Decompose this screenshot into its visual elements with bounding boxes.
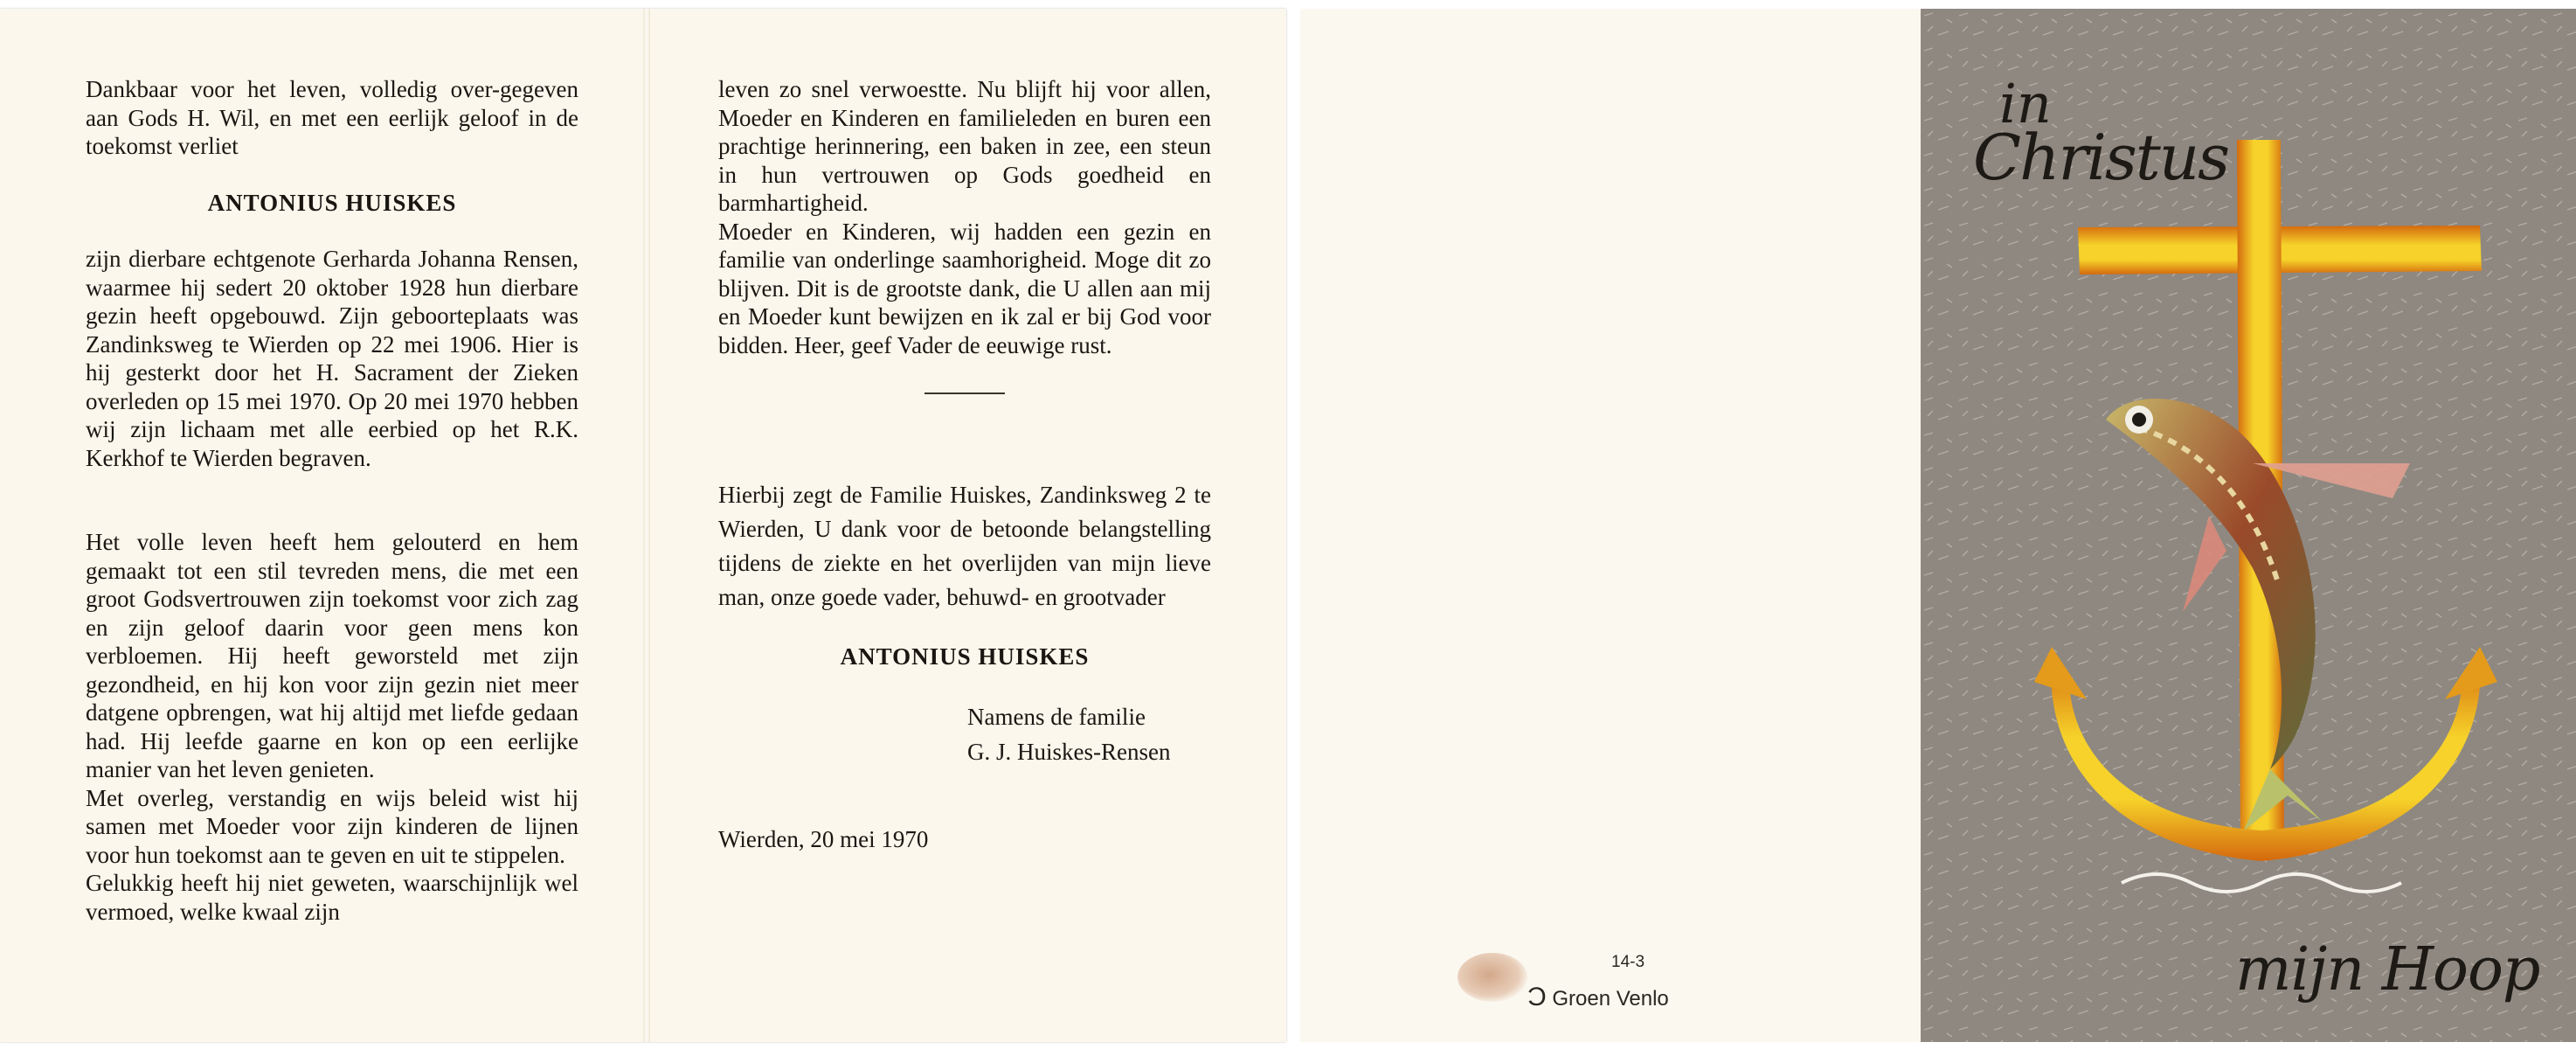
intro-paragraph: Dankbaar voor het leven, volledig over-gegeven aan Gods H. Wil, en met een eerlijk geloof in de toekomst verliet (86, 76, 578, 159)
continuation-paragraph: leven zo snel verwoestte. Nu blijft hij voor allen, Moeder en Kinderen en familieleden en buren een prachtige herinnering, een baken in zee, een steun in hun vertrouwen op Gods goedheid en barmhartigheid. (718, 76, 1211, 216)
memorial-card-outer (1300, 9, 2576, 1042)
print-code: 14-3 (1611, 953, 1645, 971)
life-paragraph: Het volle leven heeft hem gelouterd en hem gemaakt tot een stil tevreden mens, die met een groot Godsvertrouwen zijn toekomst voor zich zag en zijn geloof daarin voor geen mens kon verbloemen. Hij heeft geworsteld met zijn gezondheid, en hij kon voor zijn gezin niet meer datgene opbrengen, wat hij altijd met liefde gedaan had. Hij leefde gaarne en kon op een eerlijke manier van het leven genieten. (86, 529, 578, 782)
back-panel (1300, 9, 1921, 1042)
front-panel (1921, 9, 2576, 1042)
illness-paragraph: Gelukkig heeft hij niet geweten, waarschijnlijk wel vermoed, welke kwaal zijn (86, 870, 578, 925)
title-mijn-hoop: mijn Hoop (2235, 935, 2540, 1004)
card-fold (643, 9, 650, 1042)
title-in: in (1999, 72, 2052, 135)
right-column (718, 75, 1211, 853)
publisher-mark (1527, 983, 1669, 1012)
family-name-text: G. J. Huiskes-Rensen (967, 738, 1171, 765)
biography-paragraph: zijn dierbare echtgenote Gerharda Johanna Rensen, waarmee hij sedert 20 oktober 1928 hun dierbare gezin heeft opgebouwd. Zijn geboorteplaats was Zandinksweg te Wierden op 22 mei 1906. Hier is hij gesterkt door het H. Sacrament der Zieken overleden op 15 mei 1970. Op 20 mei 1970 hebben wij zijn lichaam met alle eerbied op het R.K. Kerkhof te Wierden begraven. (86, 246, 578, 471)
paper-stain (1458, 953, 1527, 1002)
publisher-name: Groen Venlo (1552, 987, 1669, 1011)
on-behalf-text: Namens de familie (967, 703, 1146, 730)
deliberation-paragraph: Met overleg, verstandig en wijs beleid wist hij samen met Moeder voor zijn kinderen de lijnen voor hun toekomst aan te geven en uit te stippelen. (86, 784, 578, 868)
left-column (86, 75, 578, 926)
memorial-card-inner (0, 9, 1286, 1042)
family-thanks-paragraph: Moeder en Kinderen, wij hadden een gezin en familie van onderlinge saamhorigheid. Moge dit zo blijven. Dit is de grootste dank, die U allen aan mij en Moeder kunt bewijzen en ik zal er bij God voor bidden. Heer, geef Vader de eeuwige rust. (718, 218, 1211, 358)
publisher-logo-icon: Ɔ (1527, 983, 1547, 1011)
deceased-name: ANTONIUS HUISKES (207, 189, 457, 216)
acknowledgement-paragraph: Hierbij zegt de Familie Huiskes, Zandinksweg 2 te Wierden, U dank voor de betoonde belangstelling tijdens de ziekte en het overlijden van mijn lieve man, onze goede vader, behuwd- en grootvader (718, 482, 1211, 610)
place-date-text: Wierden, 20 mei 1970 (718, 825, 929, 852)
title-christus: Christus (1973, 121, 2229, 194)
signature-name: ANTONIUS HUISKES (840, 643, 1090, 670)
